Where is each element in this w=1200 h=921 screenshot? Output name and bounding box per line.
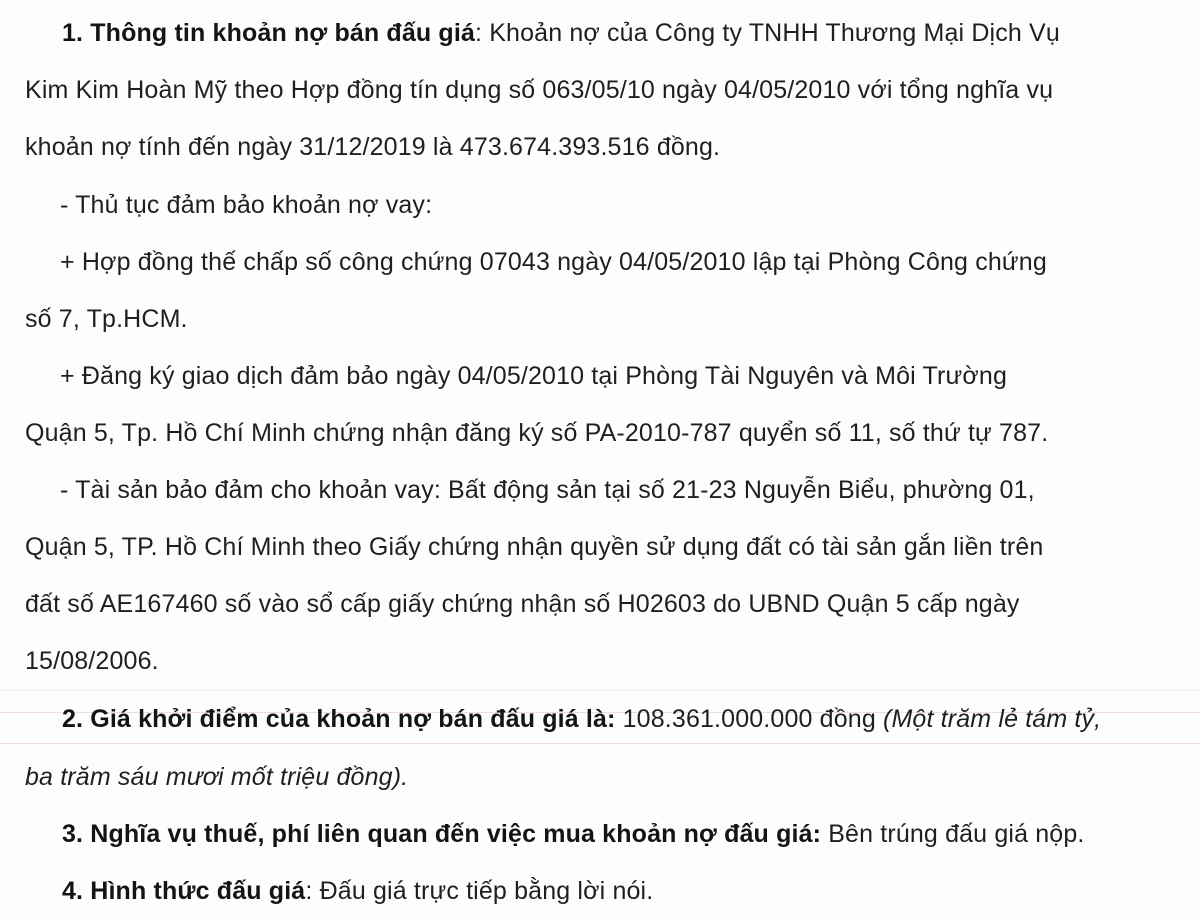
- mortgage-line1: + Hợp đồng thế chấp số công chứng 07043 ngày 04/05/2010 lập tại Phòng Công chứng: [60, 248, 1047, 276]
- section2-line2: ba trăm sáu mươi mốt triệu đồng).: [25, 763, 409, 791]
- scan-band-bottom: [0, 743, 1200, 744]
- collateral-line4: 15/08/2006.: [25, 647, 159, 675]
- starting-price: 108.361.000.000 đồng: [615, 705, 883, 733]
- section2-line1: [62, 704, 1101, 734]
- procedures-title: - Thủ tục đảm bảo khoản nợ vay:: [60, 191, 433, 219]
- mortgage-line2: số 7, Tp.HCM.: [25, 305, 188, 333]
- registration-line1: + Đăng ký giao dịch đảm bảo ngày 04/05/2010 tại Phòng Tài Nguyên và Môi Trường: [60, 362, 1008, 390]
- scan-band-top: [0, 690, 1200, 691]
- section4-heading: 4. Hình thức đấu giá: [62, 877, 306, 905]
- collateral-line3: đất số AE167460 số vào sổ cấp giấy chứng nhận số H02603 do UBND Quận 5 cấp ngày: [25, 590, 1020, 618]
- starting-price-words: (Một trăm lẻ tám tỷ,: [882, 705, 1102, 733]
- section1-heading-colon: :: [475, 19, 483, 47]
- section3-line: [62, 819, 1085, 849]
- section4-text: Đấu giá trực tiếp bằng lời nói.: [312, 877, 654, 905]
- section4-heading-colon: :: [305, 877, 313, 905]
- section1-line3: khoản nợ tính đến ngày 31/12/2019 là 473.674.393.516 đồng.: [25, 133, 721, 161]
- section4-line: [62, 876, 653, 906]
- section1-line2: Kim Kim Hoàn Mỹ theo Hợp đồng tín dụng số 063/05/10 ngày 04/05/2010 với tổng nghĩa vụ: [25, 76, 1054, 104]
- collateral-line1: - Tài sản bảo đảm cho khoản vay: Bất động sản tại số 21-23 Nguyễn Biểu, phường 01,: [60, 476, 1035, 504]
- section1-heading: 1. Thông tin khoản nợ bán đấu giá: [62, 19, 475, 47]
- section1-intro-text: Khoản nợ của Công ty TNHH Thương Mại Dịch Vụ: [482, 19, 1060, 47]
- section3-text: Bên trúng đấu giá nộp.: [821, 820, 1085, 848]
- collateral-line2: Quận 5, TP. Hồ Chí Minh theo Giấy chứng nhận quyền sử dụng đất có tài sản gắn liền trên: [25, 533, 1044, 561]
- section2-heading: 2. Giá khởi điểm của khoản nợ bán đấu giá là:: [62, 705, 616, 733]
- section1-line1: [62, 18, 1060, 48]
- registration-line2: Quận 5, Tp. Hồ Chí Minh chứng nhận đăng ký số PA-2010-787 quyển số 11, số thứ tự 787.: [25, 419, 1049, 447]
- section3-heading: 3. Nghĩa vụ thuế, phí liên quan đến việc mua khoản nợ đấu giá:: [62, 820, 822, 848]
